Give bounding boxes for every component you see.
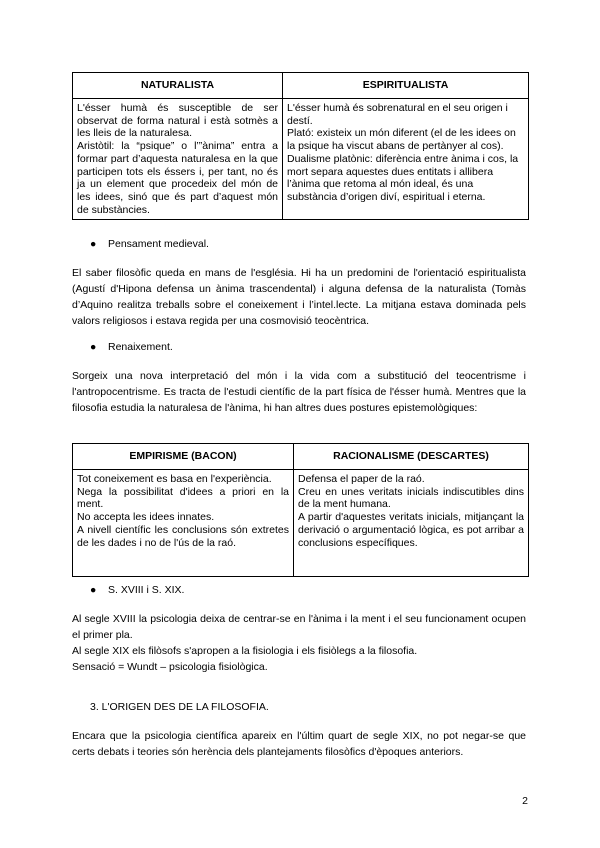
bullet-item bbox=[90, 237, 209, 251]
page-number: 2 bbox=[522, 795, 528, 807]
cell-text: Dualisme platònic: diferència entre ànima i cos, la mort separa aquestes dues entitats i allibera l’ànima que retoma al món ideal, és una substància d’origen diví, espiritual i eterna. bbox=[287, 152, 519, 203]
cell-text: A nivell científic les conclusions són extretes de les dades i no de l'ús de la raó. bbox=[77, 523, 289, 549]
paragraph-text: Al segle XIX els filòsofs s'apropen a la fisiologia i els fisiòlegs a la filosofia. bbox=[72, 645, 418, 657]
paragraph-text: Sorgeix una nova interpretació del món i la vida com a substitució del teocentrisme i l'antropocentrisme. Es tracta de l'estudi científic de la part física de l'ésser humà. Mentres que la filosofia estudia la naturalesa de l'ànima, hi han altres dues postures epistemològiques: bbox=[72, 370, 526, 414]
paragraph-renaixement bbox=[72, 368, 526, 416]
bullet-label: Renaixement. bbox=[108, 341, 173, 353]
table-cell bbox=[294, 470, 529, 577]
bullet-label: Pensament medieval. bbox=[108, 238, 209, 250]
cell-text: Plató: existeix un món diferent (el de les idees on la psique ha viscut abans de pertànyer al cos). bbox=[287, 127, 516, 153]
table-header: NATURALISTA bbox=[73, 73, 283, 99]
cell-text: L'ésser humà és susceptible de ser observat de forma natural i està sotmès a les lleis de la naturalesa. bbox=[77, 102, 278, 140]
cell-text: L'ésser humà és sobrenatural en el seu origen i destí. bbox=[287, 102, 508, 127]
section-heading: 3. L'ORIGEN DES DE LA FILOSOFIA. bbox=[90, 701, 269, 713]
cell-text: A partir d'aquestes veritats inicials, mitjançant la derivació o argumentació lògica, es pot arribar a conclusions específiques. bbox=[298, 511, 524, 549]
bullet-icon: ● bbox=[90, 341, 97, 353]
table-header: RACIONALISME (DESCARTES) bbox=[294, 444, 529, 470]
paragraph-text: Encara que la psicologia científica apareix en l'últim quart de segle XIX, no pot negar-se que certs debats i teories són herència dels plantejaments filosòfics d'èpoques anteriors. bbox=[72, 730, 526, 758]
cell-text: No accepta les idees innates. bbox=[77, 511, 215, 524]
cell-text: Defensa el paper de la raó. bbox=[298, 473, 425, 485]
cell-text: Tot coneixement es basa en l'experiència. bbox=[77, 473, 272, 485]
table-cell bbox=[73, 99, 283, 220]
table-header: EMPIRISME (BACON) bbox=[73, 444, 294, 470]
paragraph-medieval bbox=[72, 265, 526, 329]
table-cell bbox=[73, 470, 294, 577]
bullet-item bbox=[90, 583, 184, 597]
paragraph-text: El saber filosòfic queda en mans de l'església. Hi ha un predomini de l'orientació espiritualista (Agustí d'Hipona defensa un ànima trascendental) i alguna defensa de la naturalista (Tomàs d’Aquino realitza treballs sobre el coneixement i l’intel.lecte. La mitjana estava dominada pels valors religiosos i estava regida per una cosmovisió teocèntrica. bbox=[72, 267, 526, 327]
cell-text: Creu en unes veritats inicials indiscutibles dins de la ment humana. bbox=[298, 485, 524, 511]
bullet-icon: ● bbox=[90, 238, 97, 250]
table-naturalista-espiritualista bbox=[72, 72, 529, 220]
bullet-icon: ● bbox=[90, 584, 97, 596]
paragraph-text: Sensació = Wundt – psicologia fisiològica. bbox=[72, 661, 268, 673]
paragraph-segle bbox=[72, 611, 526, 675]
bullet-label: S. XVIII i S. XIX. bbox=[108, 584, 185, 596]
cell-text: Nega la possibilitat d'idees a priori en la ment. bbox=[77, 485, 289, 511]
table-empirisme-racionalisme bbox=[72, 443, 529, 577]
table-cell bbox=[283, 99, 529, 220]
table-header: ESPIRITUALISTA bbox=[283, 73, 529, 99]
paragraph-text: Al segle XVIII la psicologia deixa de centrar-se en l'ànima i la ment i el seu funcionament ocupen el primer pla. bbox=[72, 613, 526, 641]
cell-text: Aristòtil: la “psique” o l’”ànima” entra a formar part d’aquesta naturalesa en la que participen tots els éssers i, per tant, no és ja un element que procedeix del món de les idees, sinó que és part d’aquest món de substàncies. bbox=[77, 140, 278, 216]
paragraph-origen bbox=[72, 728, 526, 760]
bullet-item bbox=[90, 340, 173, 354]
